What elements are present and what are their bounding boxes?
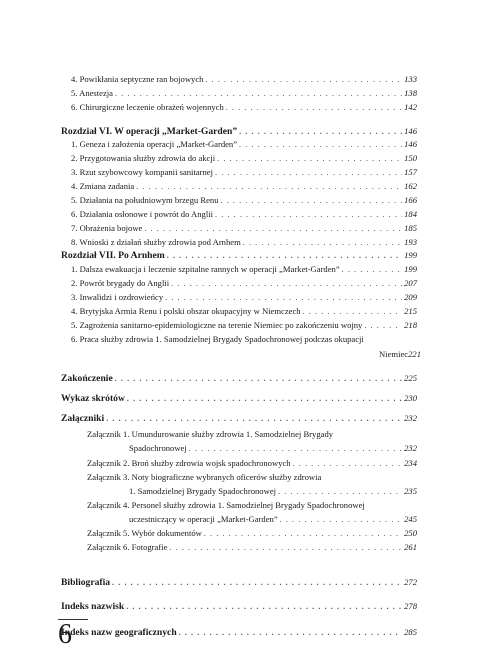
toc-entry-title: 3. Inwalidzi i ozdrowieńcy xyxy=(71,292,164,302)
toc-entry-title: 4. Brytyjska Armia Renu i polski obszar okupacyjny w Niemczech xyxy=(71,306,301,316)
toc-entry xyxy=(61,349,421,359)
toc-entry-page: 199 xyxy=(404,250,417,260)
toc-chapter-entry xyxy=(61,373,417,384)
dot-leader xyxy=(127,394,402,404)
toc-entry-page: 221 xyxy=(408,349,421,359)
toc-chapter-entry xyxy=(61,627,417,638)
toc-entry-page: 146 xyxy=(404,139,417,149)
toc-entry xyxy=(61,223,417,234)
dot-leader xyxy=(221,196,403,206)
toc-entry-page: 185 xyxy=(404,223,417,233)
toc-entry-page: 142 xyxy=(404,102,417,112)
dot-leader xyxy=(217,154,402,164)
toc-entry xyxy=(61,500,417,510)
dot-leader xyxy=(115,89,402,99)
toc-entry-page: 225 xyxy=(404,373,417,383)
toc-entry-title: Indeks nazwisk xyxy=(61,601,125,612)
toc-entry-title: 5. Zagrożenia sanitarno-epidemiologiczne na terenie Niemiec po zakończeniu wojny xyxy=(71,320,363,330)
page-number: 6 xyxy=(58,619,72,650)
dot-leader xyxy=(239,127,402,137)
toc-entry xyxy=(61,237,417,248)
toc-entry-title: Załącznik 2. Broń służby zdrowia wojsk spadochronowych xyxy=(87,458,291,468)
toc-entry-page: 218 xyxy=(404,320,417,330)
toc-entry-page: 162 xyxy=(404,181,417,191)
toc-entry xyxy=(61,139,417,150)
toc-entry-title: Rozdział VII. Po Arnhem xyxy=(61,250,165,261)
dot-leader xyxy=(280,515,402,525)
dot-leader xyxy=(106,414,402,424)
toc-entry-title: 4. Powikłania septyczne ran bojowych xyxy=(71,74,204,84)
toc-entry-page: 235 xyxy=(404,486,417,496)
toc-entry xyxy=(61,514,417,525)
toc-entry-title: 1. Samodzielnej Brygady Spadochronowej xyxy=(129,486,277,496)
toc-entry-title: Załącznik 4. Personel służby zdrowia 1. Samodzielnej Brygady Spadochronowej xyxy=(87,500,365,510)
toc-entry xyxy=(61,542,417,553)
toc-chapter-entry xyxy=(61,393,417,404)
toc-entry-title: 6. Chirurgiczne leczenie obrażeń wojennych xyxy=(71,102,224,112)
toc-entry-title: Bibliografia xyxy=(61,577,111,588)
toc-entry xyxy=(61,195,417,206)
toc-entry xyxy=(61,153,417,164)
dot-leader xyxy=(169,543,402,553)
dot-leader xyxy=(171,279,402,289)
dot-leader xyxy=(239,140,402,150)
toc-entry-page: 261 xyxy=(404,542,417,552)
dot-leader xyxy=(167,251,402,261)
toc-entry xyxy=(61,429,417,439)
toc-entry xyxy=(61,181,417,192)
toc-entry-page: 138 xyxy=(404,88,417,98)
toc-entry-page: 230 xyxy=(404,393,417,403)
toc-entry-title: Zakończenie xyxy=(61,373,113,384)
dot-leader xyxy=(215,168,402,178)
toc-entry-title: 6. Praca służby zdrowia 1. Samodzielnej Brygady Spadochronowej podczas okupacji xyxy=(71,334,364,344)
toc-entry-page: 193 xyxy=(404,237,417,247)
dot-leader xyxy=(179,628,402,638)
toc-entry xyxy=(61,458,417,469)
dot-leader xyxy=(342,265,402,275)
toc-chapter-entry xyxy=(61,577,417,588)
toc-entry-page: 207 xyxy=(404,278,417,288)
dot-leader xyxy=(226,103,402,113)
dot-leader xyxy=(204,529,402,539)
toc-entry-title: Załącznik 1. Umundurowanie służby zdrowia 1. Samodzielnej Brygady xyxy=(87,429,334,439)
toc-entry-page: 250 xyxy=(404,528,417,538)
toc-entry-page: 285 xyxy=(404,627,417,637)
toc-chapter-entry xyxy=(61,601,417,612)
toc-entry-title: 5. Działania na południowym brzegu Renu xyxy=(71,195,219,205)
dot-leader xyxy=(112,578,402,588)
toc-entry xyxy=(61,278,417,289)
toc-entry-title: 4. Zmiana zadania xyxy=(71,181,135,191)
toc-entry xyxy=(61,264,417,275)
toc-entry-page: 184 xyxy=(404,209,417,219)
toc-entry xyxy=(61,88,417,99)
toc-entry-page: 133 xyxy=(404,74,417,84)
toc-entry-page: 278 xyxy=(404,601,417,611)
toc-entry xyxy=(61,167,417,178)
toc-entry-page: 209 xyxy=(404,292,417,302)
toc-entry-page: 245 xyxy=(404,514,417,524)
toc-entry xyxy=(61,528,417,539)
toc-entry-page: 232 xyxy=(404,443,417,453)
toc-entry-title: Załączniki xyxy=(61,413,105,424)
dot-leader xyxy=(126,602,402,612)
toc-entry-title: 7. Obrażenia bojowe xyxy=(71,223,143,233)
toc-entry xyxy=(61,209,417,220)
toc-entry-page: 272 xyxy=(404,577,417,587)
dot-leader xyxy=(243,238,402,248)
toc-entry xyxy=(61,472,417,482)
dot-leader xyxy=(278,487,402,497)
toc-entry-title: Załącznik 6. Fotografie xyxy=(87,542,168,552)
toc-entry-title: Załącznik 3. Noty biograficzne wybranych oficerów służby zdrowia xyxy=(87,472,322,482)
dot-leader xyxy=(303,307,403,317)
toc-entry-title: 6. Działania osłonowe i powrót do Anglii xyxy=(71,209,214,219)
toc-entry-title: 1. Geneza i założenia operacji „Market-Garden” xyxy=(71,139,238,149)
toc-entry-title: 2. Przygotowania służby zdrowia do akcji xyxy=(71,153,216,163)
dot-leader xyxy=(136,182,402,192)
toc-entry-page: 234 xyxy=(404,458,417,468)
toc-entry-title: 8. Wnioski z działań służby zdrowia pod Arnhem xyxy=(71,237,241,247)
dot-leader xyxy=(215,210,402,220)
toc-entry-page: 215 xyxy=(404,306,417,316)
toc-entry-page: 146 xyxy=(404,126,417,136)
toc-entry-title: Niemiec xyxy=(379,349,409,359)
toc-entry-page: 199 xyxy=(404,264,417,274)
toc-entry xyxy=(61,486,417,497)
toc-chapter-entry xyxy=(61,413,417,424)
toc-entry-title: 1. Dalsza ewakuacja i leczenie szpitalne rannych w operacji „Market-Garden” xyxy=(71,264,340,274)
toc-entry xyxy=(61,74,417,85)
dot-leader xyxy=(115,374,402,384)
toc-entry xyxy=(61,320,417,331)
dot-leader xyxy=(165,293,402,303)
toc-entry xyxy=(61,334,417,344)
toc-entry-page: 166 xyxy=(404,195,417,205)
toc-entry-title: Spadochronowej xyxy=(129,443,187,453)
toc-entry-page: 150 xyxy=(404,153,417,163)
toc-entry xyxy=(61,306,417,317)
dot-leader xyxy=(144,224,402,234)
toc-entry-title: 5. Anestezja xyxy=(71,88,113,98)
toc-entry-page: 157 xyxy=(404,167,417,177)
toc-entry-title: uczestniczący w operacji „Market-Garden” xyxy=(129,514,278,524)
toc-entry xyxy=(61,102,417,113)
toc-entry xyxy=(61,292,417,303)
toc-entry xyxy=(61,443,417,454)
toc-entry-title: Załącznik 5. Wybór dokumentów xyxy=(87,528,202,538)
toc-chapter-entry xyxy=(61,126,417,137)
dot-leader xyxy=(364,321,402,331)
dot-leader xyxy=(205,75,402,85)
toc-entry-title: Wykaz skrótów xyxy=(61,393,125,404)
toc-entry-title: 2. Powrót brygady do Anglii xyxy=(71,278,170,288)
toc-entry-title: Rozdział VI. W operacji „Market-Garden” xyxy=(61,126,238,137)
toc-chapter-entry xyxy=(61,250,417,261)
toc-entry-page: 232 xyxy=(404,413,417,423)
toc-entry-title: Indeks nazw geograficznych xyxy=(61,627,177,638)
dot-leader xyxy=(293,459,403,469)
toc-entry-title: 3. Rzut szybowcowy kompanii sanitarnej xyxy=(71,167,214,177)
dot-leader xyxy=(189,444,402,454)
